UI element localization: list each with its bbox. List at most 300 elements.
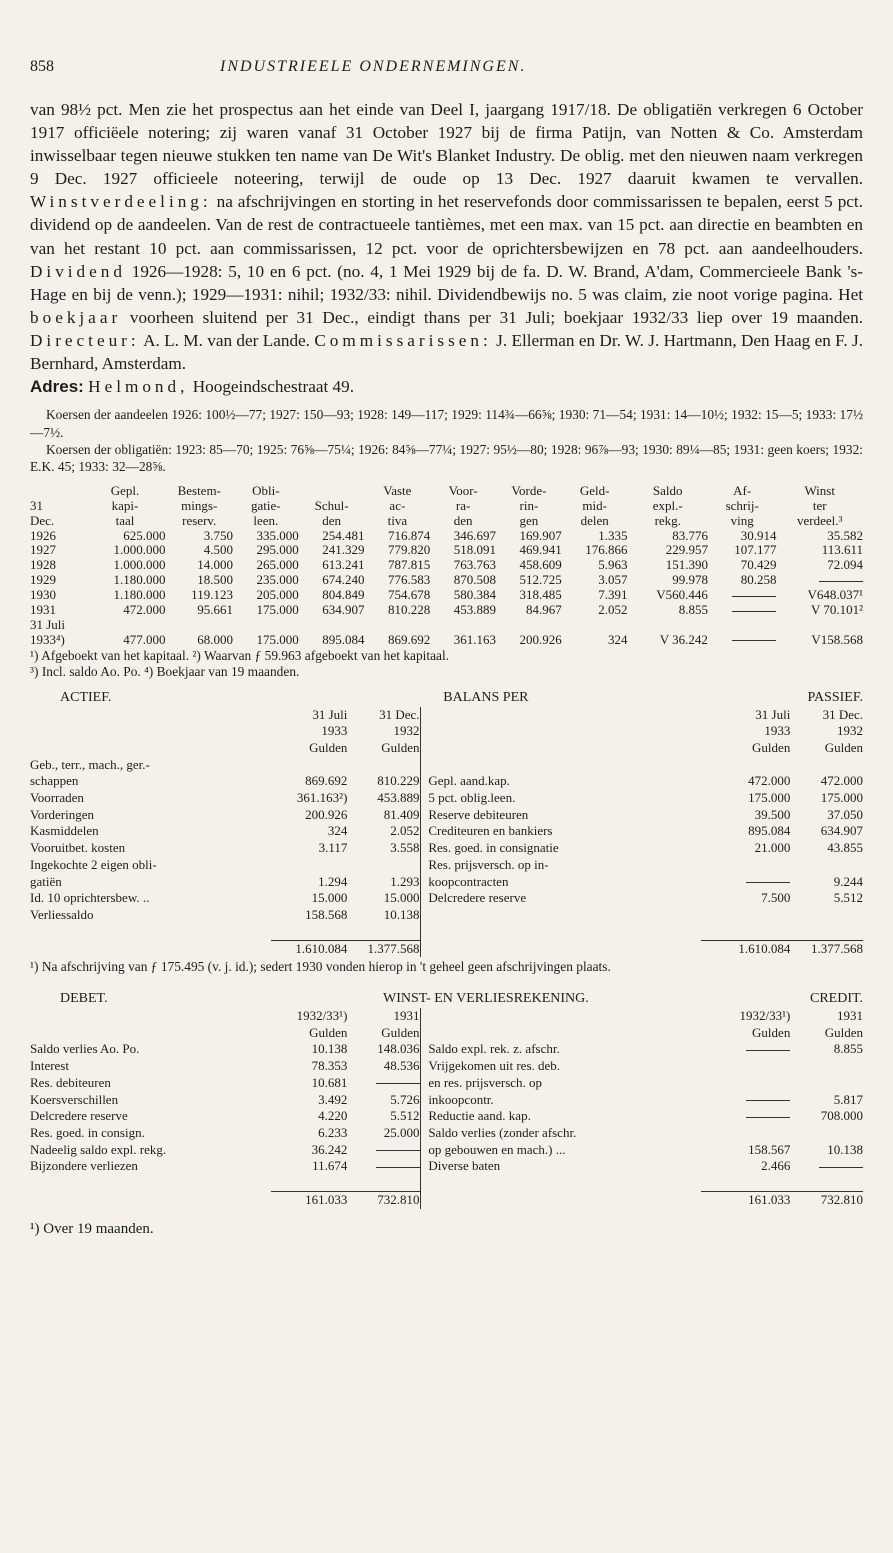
- table-row: [30, 558, 863, 573]
- item-label-text: Res. prijsversch. op in-: [428, 856, 549, 872]
- value-cell: V560.446: [656, 587, 708, 603]
- value-cell: 265.000: [256, 557, 299, 573]
- ledger-row: [30, 823, 863, 840]
- header-cell: Obli-: [252, 482, 280, 498]
- header-cell: den: [322, 512, 341, 528]
- amount-cell: 472.000: [748, 773, 791, 789]
- column-header: 1933: [321, 723, 348, 739]
- header-cell: rekg.: [654, 512, 681, 528]
- item-label: [428, 874, 701, 891]
- amount-cell: 810.229: [377, 773, 420, 789]
- ledger-row: [30, 1075, 863, 1092]
- juli-label: 31 Juli: [30, 617, 66, 632]
- running-title: INDUSTRIEELE ONDERNEMINGEN.: [220, 58, 527, 75]
- item-label: [30, 1058, 271, 1075]
- left-side-label: ACTIEF.: [60, 689, 112, 705]
- value-cell: 754.678: [388, 587, 431, 603]
- value-cell: 235.000: [256, 572, 299, 588]
- column-header-row: [30, 707, 863, 724]
- value-cell: 8.855: [678, 602, 708, 618]
- column-divider: [420, 1192, 428, 1209]
- value-cell: 335.000: [256, 527, 299, 543]
- spacer: [30, 1192, 271, 1209]
- item-label: [30, 773, 271, 790]
- item-label-text: Crediteuren en bankiers: [428, 823, 553, 839]
- item-label-text: Vooruitbet. kosten: [30, 840, 126, 856]
- value-cell: 453.889: [453, 602, 497, 618]
- item-label-text: Verliessaldo: [30, 906, 94, 922]
- amount-cell: 21.000: [754, 840, 791, 856]
- header-cell: ra-: [455, 497, 471, 513]
- amount-cell: [701, 857, 790, 874]
- value-cell: 804.849: [322, 587, 365, 603]
- header-cell: expl.-: [652, 497, 683, 513]
- header-cell: Voor-: [448, 482, 478, 498]
- header-cell: Winst: [804, 482, 835, 498]
- item-label: [428, 907, 701, 924]
- amount-cell: [701, 874, 790, 891]
- value-cell: 512.725: [519, 572, 562, 588]
- spacer: [428, 723, 701, 740]
- column-header-row: [30, 1008, 863, 1025]
- value-cell: 254.481: [322, 527, 365, 543]
- value-cell: 18.500: [197, 572, 233, 588]
- column-divider: [420, 1158, 428, 1175]
- text-fragment: voorheen sluitend per 31 Dec., eindigt thans per 31 Juli; boekjaar 1932/33 liep over 19 maanden.: [121, 307, 863, 327]
- ledger-row: [30, 757, 863, 774]
- amount-cell: 10.138: [311, 1041, 348, 1057]
- column-header-row: [30, 723, 863, 740]
- header-cell: mid-: [582, 497, 607, 513]
- item-label-text: Reserve debiteuren: [428, 806, 529, 822]
- table-row: [30, 543, 863, 558]
- table-row: [30, 618, 863, 633]
- totals-row: [30, 1192, 863, 1209]
- ledger-row: [30, 773, 863, 790]
- value-cell: 469.941: [519, 542, 562, 558]
- value-cell: 763.763: [453, 557, 497, 573]
- item-label-text: Res. goed. in consignatie: [428, 840, 559, 856]
- koersen-block: [30, 406, 863, 476]
- column-divider: [420, 874, 428, 891]
- amount-cell: [271, 757, 348, 774]
- right-side-label: PASSIEF.: [807, 689, 863, 705]
- amount-cell: 5.817: [833, 1091, 863, 1107]
- amount-cell: 175.000: [820, 790, 863, 806]
- left-side-label: DEBET.: [60, 991, 108, 1007]
- item-label: [30, 874, 271, 891]
- table-row: [30, 633, 863, 648]
- amount-cell: 10.681: [311, 1074, 348, 1090]
- item-label: [30, 907, 271, 924]
- commissarissen-label: Commissarissen:: [314, 330, 492, 350]
- column-header: Gulden: [309, 1024, 348, 1040]
- item-label: [428, 1041, 701, 1058]
- header-cell: Dec.: [30, 512, 55, 528]
- amount-cell: [701, 1108, 790, 1125]
- item-label-text: Vrijgekomen uit res. deb.: [428, 1058, 561, 1074]
- header-cell: Gepl.: [110, 482, 140, 498]
- rule: [271, 924, 420, 941]
- amount-cell: [701, 1041, 790, 1058]
- item-label-text: Gepl. aand.kap.: [428, 773, 510, 789]
- value-cell: 14.000: [197, 557, 233, 573]
- item-label: [428, 1142, 701, 1159]
- column-divider: [420, 890, 428, 907]
- value-cell: 30.914: [740, 527, 777, 543]
- amount-cell: 1.293: [390, 873, 420, 889]
- total-cell: 732.810: [790, 1192, 863, 1209]
- value-cell: 458.609: [519, 557, 562, 573]
- amount-cell: [790, 907, 863, 924]
- column-divider: [420, 1175, 428, 1192]
- header-cell: Saldo: [652, 482, 683, 498]
- address-line: [30, 375, 863, 398]
- item-label: [428, 790, 701, 807]
- amount-cell: 81.409: [383, 806, 420, 822]
- directeur-label: Directeur:: [30, 330, 140, 350]
- value-cell: 518.091: [453, 542, 497, 558]
- nil-cell: [776, 573, 863, 588]
- item-label-text: Diverse baten: [428, 1158, 501, 1174]
- stats-header-row: [30, 499, 863, 514]
- spacer: [428, 940, 701, 957]
- column-header: 1932/33¹): [739, 1008, 791, 1024]
- total-cell: 732.810: [347, 1192, 420, 1209]
- value-cell: 95.661: [197, 602, 233, 618]
- column-divider: [420, 940, 428, 957]
- item-label: [428, 823, 701, 840]
- amount-cell: 5.512: [390, 1108, 420, 1124]
- item-label: [428, 1158, 701, 1175]
- column-header: Gulden: [381, 1024, 420, 1040]
- item-label-text: Nadeelig saldo expl. rekg.: [30, 1141, 167, 1157]
- value-cell: 295.000: [256, 542, 299, 558]
- column-header: Gulden: [309, 739, 348, 755]
- value-cell: 169.907: [519, 527, 562, 543]
- item-label-text: Bijzondere verliezen: [30, 1158, 138, 1174]
- text-fragment: van 98½ pct. Men zie het prospectus aan het einde van Deel I, jaargang 1917/18. De obligatiën verkregen 6 October 1917 officiëele notering; zij waren vanaf 31 October 1927 bij de firma Patijn, van Notten & Co. Amsterdam inwisselbaar tegen nieuwe stukken ten name van De Wit's Blanket Industry. De oblig. met den nieuwen naam verkregen 9 Dec. 1927 officieele noteering, terwijl de oude op 13 Dec. 1927 daaruit kwamen te vervallen.: [30, 100, 863, 189]
- value-cell: 176.866: [585, 542, 628, 558]
- item-label: [428, 757, 701, 774]
- value-cell: 1929: [30, 572, 56, 588]
- value-cell: 175.000: [256, 602, 299, 618]
- amount-cell: 1.294: [318, 873, 348, 889]
- amount-cell: 148.036: [377, 1041, 420, 1057]
- value-cell: 716.874: [388, 527, 431, 543]
- value-cell: 787.815: [388, 557, 431, 573]
- ledger-row: [30, 840, 863, 857]
- item-label-text: op gebouwen en mach.) ...: [428, 1141, 566, 1157]
- text-fragment: na afschrijvingen en storting in het reservefonds door commissarissen te bepalen, eerst 5 pct. dividend op de aandeelen. Van de rest de contractueele tantièmes, met een max. van 15 pct. aan directie en beambten en van het restant 10 pct. aan commissarissen, 12 pct. voor de oprichtersbewijzen en 78 pct. aan aandeelhouders.: [30, 192, 863, 258]
- amount-cell: 4.220: [318, 1108, 348, 1124]
- spacer: [30, 740, 271, 757]
- amount-cell: 36.242: [311, 1141, 348, 1157]
- item-label: [428, 773, 701, 790]
- header-cell: verdeel.³: [797, 512, 843, 528]
- koersen-aandeelen: Koersen der aandeelen 1926: 100½—77; 1927: 150—93; 1928: 149—117; 1929: 114¾—66⅝; 1930: 71—54; 1931: 14—10½; 1932: 15—5; 1933: 17½—7½.: [30, 407, 863, 440]
- header-cell: gatie-: [251, 497, 281, 513]
- amount-cell: [347, 1075, 420, 1092]
- item-label-text: gatiën: [30, 873, 62, 889]
- header-cell: 31: [30, 497, 43, 513]
- nil-cell: [708, 603, 777, 618]
- amount-cell: 158.567: [748, 1141, 791, 1157]
- spacer-row: [30, 924, 863, 941]
- spacer: [30, 707, 271, 724]
- amount-cell: [271, 857, 348, 874]
- value-cell: 113.611: [821, 542, 863, 558]
- total-cell: 1.377.568: [347, 940, 420, 957]
- header-cell: tiva: [387, 512, 408, 528]
- column-divider: [420, 757, 428, 774]
- column-header: 1933: [764, 723, 791, 739]
- amount-cell: 7.500: [761, 890, 791, 906]
- value-cell: 1.180.000: [113, 572, 166, 588]
- nil-dash: [376, 1150, 420, 1151]
- item-label: [30, 823, 271, 840]
- header-cell: ter: [812, 497, 827, 513]
- item-label: [30, 1108, 271, 1125]
- value-cell: V648.037¹: [807, 587, 863, 603]
- value-cell: 869.692: [388, 631, 431, 647]
- spacer: [30, 940, 271, 957]
- spacer: [428, 707, 701, 724]
- amount-cell: 2.052: [390, 823, 420, 839]
- amount-cell: [347, 1158, 420, 1175]
- value-cell: 1926: [30, 527, 56, 543]
- value-cell: 1930: [30, 587, 56, 603]
- nil-dash: [376, 1083, 420, 1084]
- column-divider: [420, 857, 428, 874]
- amount-cell: 37.050: [827, 806, 863, 822]
- value-cell: 80.258: [740, 572, 777, 588]
- value-cell: 35.582: [827, 527, 863, 543]
- amount-cell: [790, 1075, 863, 1092]
- ledger-row: [30, 790, 863, 807]
- value-cell: 4.500: [203, 542, 233, 558]
- ledger-row: [30, 1142, 863, 1159]
- value-cell: 107.177: [734, 542, 777, 558]
- nil-dash: [376, 1167, 420, 1168]
- column-header: 1932/33¹): [296, 1008, 348, 1024]
- nil-dash: [746, 882, 790, 883]
- value-cell: 99.978: [672, 572, 708, 588]
- value-cell: 200.926: [519, 631, 562, 647]
- ledger-row: [30, 890, 863, 907]
- value-cell: 1.180.000: [113, 587, 166, 603]
- amount-cell: 2.466: [761, 1158, 791, 1174]
- amount-cell: 43.855: [827, 840, 863, 856]
- amount-cell: [790, 1125, 863, 1142]
- value-cell: 119.123: [191, 587, 233, 603]
- total-cell: 1.610.084: [701, 940, 790, 957]
- spacer: [428, 740, 701, 757]
- amount-cell: [790, 1058, 863, 1075]
- total-cell: 161.033: [271, 1192, 348, 1209]
- item-label: [428, 840, 701, 857]
- column-divider: [420, 1008, 428, 1025]
- item-label-text: en res. prijsversch. op: [428, 1074, 543, 1090]
- value-cell: 241.329: [322, 542, 365, 558]
- value-cell: 346.697: [453, 527, 497, 543]
- nil-dash: [819, 581, 863, 582]
- item-label: [30, 890, 271, 907]
- column-header: 1932: [837, 723, 863, 739]
- value-cell: 3.750: [203, 527, 233, 543]
- totals-row: [30, 940, 863, 957]
- amount-cell: [790, 857, 863, 874]
- item-label: [30, 1125, 271, 1142]
- value-cell: 2.052: [598, 602, 628, 618]
- item-label-text: Ingekochte 2 eigen obli-: [30, 856, 157, 872]
- column-header: 31 Dec.: [822, 706, 863, 722]
- ledger-row: [30, 807, 863, 824]
- nil-dash: [746, 1117, 790, 1118]
- header-cell: [30, 484, 85, 499]
- value-cell: 68.000: [197, 631, 233, 647]
- item-label-text: Saldo verlies (zonder afschr.: [428, 1124, 577, 1140]
- item-label: [30, 857, 271, 874]
- nil-cell: [708, 633, 777, 648]
- item-label: [30, 1075, 271, 1092]
- text-fragment: A. L. M. van der Lande.: [139, 330, 315, 350]
- column-header-row: [30, 1025, 863, 1042]
- value-cell: 1931: [30, 602, 56, 618]
- column-header: Gulden: [752, 739, 791, 755]
- header-cell: leen.: [253, 512, 279, 528]
- rule: [271, 1175, 420, 1192]
- value-cell: 70.429: [740, 557, 777, 573]
- item-label-text: Delcredere reserve: [30, 1108, 128, 1124]
- header-cell: Vaste: [383, 482, 412, 498]
- total-cell: 161.033: [701, 1192, 790, 1209]
- header-cell: gen: [519, 512, 539, 528]
- value-cell: 1927: [30, 542, 56, 558]
- profit-loss-account: [30, 991, 863, 1208]
- header-cell: reserv.: [182, 512, 217, 528]
- amount-cell: 175.000: [748, 790, 791, 806]
- value-cell: 175.000: [256, 631, 299, 647]
- amount-cell: 48.536: [383, 1058, 420, 1074]
- adres-street: Hoogeindschestraat 49.: [188, 377, 355, 397]
- header-cell: Vorde-: [511, 482, 547, 498]
- total-cell: 1.610.084: [271, 940, 348, 957]
- header-cell: kapi-: [111, 497, 139, 513]
- item-label-text: Delcredere reserve: [428, 890, 527, 906]
- boekjaar-label: boekjaar: [30, 307, 122, 327]
- amount-cell: 25.000: [383, 1124, 420, 1140]
- spacer: [428, 924, 701, 941]
- item-label-text: Saldo expl. rek. z. afschr.: [428, 1041, 560, 1057]
- ledger-heading: [30, 690, 863, 707]
- amount-cell: 3.492: [318, 1091, 348, 1107]
- amount-cell: [347, 757, 420, 774]
- item-label-text: Geb., terr., mach., ger.-: [30, 756, 150, 772]
- balance-sheet: [30, 690, 863, 958]
- column-header: 31 Juli: [312, 706, 348, 722]
- amount-cell: 8.855: [833, 1041, 863, 1057]
- amount-cell: 15.000: [383, 890, 420, 906]
- column-divider: [420, 790, 428, 807]
- value-cell: 229.957: [665, 542, 708, 558]
- column-divider: [420, 924, 428, 941]
- description-paragraph: [30, 98, 863, 375]
- item-label-text: Interest: [30, 1058, 69, 1074]
- header-cell: delen: [580, 512, 609, 528]
- header-cell: mings-: [181, 497, 218, 513]
- item-label-text: inkoopcontr.: [428, 1091, 494, 1107]
- amount-cell: 361.163²): [296, 790, 348, 806]
- column-divider: [420, 723, 428, 740]
- nil-dash: [819, 1167, 863, 1168]
- column-divider: [420, 1142, 428, 1159]
- ledger-row: [30, 874, 863, 891]
- value-cell: 625.000: [123, 527, 166, 543]
- column-divider: [420, 1092, 428, 1109]
- item-label: [30, 807, 271, 824]
- header-cell: rin-: [519, 497, 539, 513]
- header-cell: taal: [115, 512, 135, 528]
- column-divider: [420, 823, 428, 840]
- value-cell: 83.776: [672, 527, 708, 543]
- value-cell: 477.000: [123, 631, 166, 647]
- spacer: [30, 723, 271, 740]
- column-divider: [420, 1025, 428, 1042]
- nil-dash: [746, 1050, 790, 1051]
- text-fragment: J. Ellerman en Dr. W. J. Hartmann, Den Haag en F. J. Bernhard, Amsterdam.: [30, 330, 863, 374]
- item-label: [30, 840, 271, 857]
- item-label: [428, 890, 701, 907]
- spacer-row: [30, 1175, 863, 1192]
- column-divider: [420, 740, 428, 757]
- item-label: [30, 757, 271, 774]
- amount-cell: 158.568: [305, 906, 348, 922]
- column-divider: [420, 840, 428, 857]
- item-label: [30, 1158, 271, 1175]
- spacer: [30, 1175, 271, 1192]
- column-divider: [420, 773, 428, 790]
- column-header: 1931: [393, 1008, 420, 1024]
- financial-history-table: [30, 484, 863, 648]
- amount-cell: [701, 907, 790, 924]
- item-label: [428, 807, 701, 824]
- rule: [701, 1175, 863, 1192]
- value-cell: 870.508: [453, 572, 497, 588]
- total-cell: 1.377.568: [790, 940, 863, 957]
- ledger-row: [30, 1108, 863, 1125]
- value-cell: 1928: [30, 557, 56, 573]
- spacer: [30, 1008, 271, 1025]
- column-header: Gulden: [824, 739, 863, 755]
- amount-cell: [347, 857, 420, 874]
- spacer: [30, 924, 271, 941]
- amount-cell: 708.000: [820, 1108, 863, 1124]
- column-divider: [420, 1058, 428, 1075]
- amount-cell: 3.558: [390, 840, 420, 856]
- column-header: 1931: [837, 1008, 863, 1024]
- dividend-label: Dividend: [30, 261, 126, 281]
- amount-cell: 3.117: [318, 840, 348, 856]
- column-header-row: [30, 740, 863, 757]
- adres-label: Adres:: [30, 377, 84, 397]
- spacer: [30, 1025, 271, 1042]
- column-header: 1932: [393, 723, 420, 739]
- table-row: [30, 588, 863, 603]
- item-label-text: Res. goed. in consign.: [30, 1124, 145, 1140]
- ledger-row: [30, 1092, 863, 1109]
- amount-cell: 5.512: [833, 890, 863, 906]
